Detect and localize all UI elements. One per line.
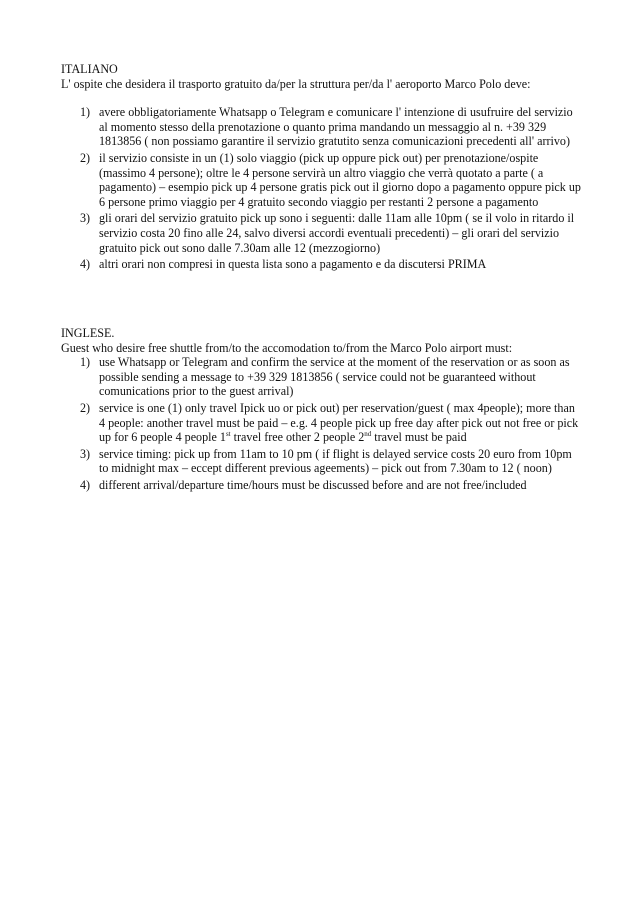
rule-text-part: travel must be paid (371, 430, 467, 445)
rule-text: avere obbligatoriamente Whatsapp o Telegram e comunicare l' intenzione di usufruire del servizio al momento stesso della prenotazione o quanto prima mandando un messaggio al n. +39 329 1813856 ( non possiamo garantire il servizio gratutito senza comunicazioni precedenti all' arrivo) (99, 105, 573, 149)
english-rule-1 (61, 355, 581, 399)
ordinal-suffix: nd (364, 430, 372, 439)
list-number: 2) (80, 150, 91, 165)
english-rule-4 (61, 478, 581, 493)
english-section (61, 326, 581, 495)
rule-text (99, 401, 581, 445)
list-number: 4) (80, 257, 91, 272)
english-rule-2 (61, 401, 581, 445)
ordinal-suffix: st (225, 430, 231, 439)
english-rules-list (61, 355, 581, 492)
list-number: 1) (80, 355, 91, 370)
italian-rule-4 (61, 257, 581, 272)
rule-text: service timing: pick up from 11am to 10 pm ( if flight is delayed service costs 20 euro from 10pm to midnight max – eccept different previous ageements) – pick out from 7.30am to 12 ( noon) (99, 446, 572, 476)
italian-section (61, 62, 581, 274)
list-number: 3) (80, 211, 91, 226)
list-number: 2) (80, 400, 91, 415)
italian-intro: L' ospite che desidera il trasporto gratuito da/per la struttura per/da l' aeroporto Marco Polo deve: (61, 76, 531, 91)
italian-rule-2 (61, 151, 581, 209)
rule-text-part: service is one (1) only travel Ipick uo or pick out) per reservation/guest ( max 4people); more than 4 people: another travel must be paid – e.g. 4 people pick up free day after pick out not free or pick up for 6 people 4 people 1 (99, 400, 579, 445)
rule-text: gli orari del servizio gratuito pick up sono i seguenti: dalle 11am alle 10pm ( se il volo in ritardo il servizio costa 20 fino alle 24, salvo diversi accordi eventuali precedenti) – gli orari del servizio gratuito pick out sono dalle 7.30am alle 12 (mezzogiorno) (99, 211, 575, 255)
rule-text: altri orari non compresi in questa lista sono a pagamento e da discutersi PRIMA (99, 257, 487, 272)
rule-text: il servizio consiste in un (1) solo viaggio (pick up oppure pick out) per prenotazione/ospite (massimo 4 persone); oltre le 4 persone servirà un altro viaggio che verrà quotato a parte ( a pagamento) – esempio pick up 4 persone gratis pick out il giorno dopo a pagamento oppure pick up 6 persone primo viaggio per 4 gratuito secondo viaggio per restanti 2 persone a pagamento (99, 150, 581, 209)
rule-text-part: travel free other 2 people 2 (230, 430, 365, 445)
rule-text: use Whatsapp or Telegram and confirm the service at the moment of the reservation or as soon as possible sending a message to +39 329 1813856 ( service could not be guaranteed without comunications prior to the guest arrival) (99, 355, 570, 399)
rule-text: different arrival/departure time/hours must be discussed before and are not free/included (99, 477, 527, 492)
list-number: 3) (80, 446, 91, 461)
italian-rule-3 (61, 211, 581, 255)
italian-heading: ITALIANO (61, 62, 118, 76)
italian-rule-1 (61, 105, 581, 149)
list-number: 4) (80, 477, 91, 492)
english-heading: INGLESE. (61, 326, 115, 340)
english-intro: Guest who desire free shuttle from/to the accomodation to/from the Marco Polo airport must: (61, 340, 513, 355)
italian-rules-list (61, 105, 581, 272)
list-number: 1) (80, 105, 91, 120)
english-rule-3 (61, 447, 581, 476)
